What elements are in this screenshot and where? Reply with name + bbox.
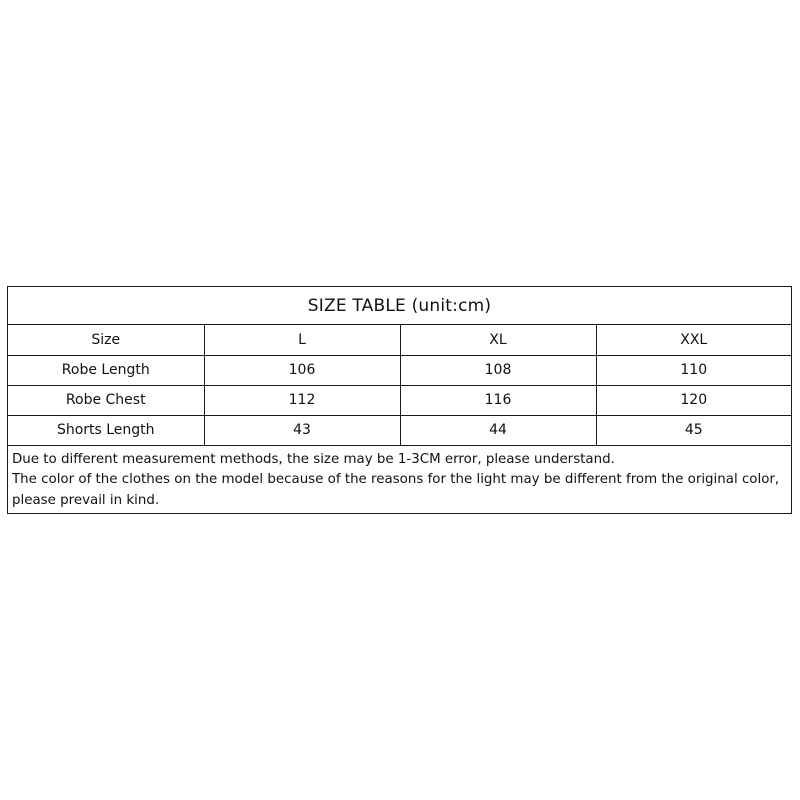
row-label: Robe Chest — [8, 385, 204, 415]
table-row — [8, 385, 791, 415]
table-cell: 112 — [204, 385, 400, 415]
row-label: Robe Length — [8, 355, 204, 385]
header-cell-size: Size — [8, 325, 204, 355]
table-cell: 43 — [204, 415, 400, 445]
header-cell-xl: XL — [400, 325, 596, 355]
header-row — [8, 325, 791, 355]
note-line: Due to different measurement methods, the size may be 1-3CM error, please understand. — [12, 451, 615, 467]
note-line: please prevail in kind. — [12, 492, 160, 508]
table-cell: 120 — [596, 385, 791, 415]
notes — [8, 446, 791, 512]
size-grid — [8, 325, 791, 446]
size-table-title: SIZE TABLE (unit:cm) — [8, 287, 791, 325]
table-cell: 106 — [204, 355, 400, 385]
table-row — [8, 415, 791, 445]
table-cell: 108 — [400, 355, 596, 385]
table-cell: 45 — [596, 415, 791, 445]
row-label: Shorts Length — [8, 415, 204, 445]
size-table — [7, 286, 792, 514]
table-cell: 110 — [596, 355, 791, 385]
note-line: The color of the clothes on the model because of the reasons for the light may be different from the original color, — [12, 472, 780, 487]
header-cell-xxl: XXL — [596, 325, 791, 355]
table-row — [8, 355, 791, 385]
table-cell: 44 — [400, 415, 596, 445]
table-cell: 116 — [400, 385, 596, 415]
header-cell-l: L — [204, 325, 400, 355]
